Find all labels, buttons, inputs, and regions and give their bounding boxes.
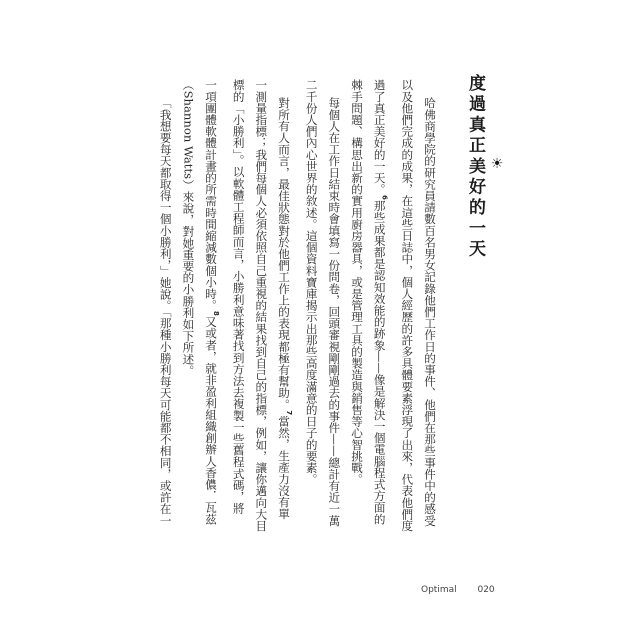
- paragraph-line: 棘手問題、構思出新的實用廚房器具，或是管理工具的製造與銷售等心智挑戰。: [350, 79, 365, 485]
- text: 那些成果都是認知效能的跡象——像是解決一個電腦程式方面的: [372, 199, 387, 525]
- paragraph-line: 一測量指標；我們每個人必須依照自己重視的結果找到自己的指標，例如，讓你邁向大目: [254, 79, 269, 532]
- text: 又或者，就非盈利組織創辦人香儂．瓦茲: [204, 315, 219, 525]
- paragraph-line: （Shannon Watts）來說，對她重要的小勝利如下所述。: [181, 79, 196, 377]
- text: 對所有人而言，最佳狀態對於他們工作上的表現都極有幫助。: [277, 96, 292, 411]
- text: 過了真正美好的一天。: [372, 79, 387, 195]
- paragraph-line: 「我想要每天都取得一個小勝利，」她說。「那種小勝利每天可能都不相同，或許在一: [158, 96, 173, 527]
- section-title: 度過真正美好的一天: [465, 74, 485, 261]
- paragraph-line: [272, 79, 300, 537]
- paragraph-line: 二千份人們內心世界的敘述。這個資料寶庫揭示出那些高度滿意的日子的要素。: [304, 79, 319, 485]
- text: 一項團體軟體計畫的所需時間縮減數個小時。: [204, 79, 219, 311]
- book-title: Optimal: [421, 585, 457, 595]
- footnote-ref: 8: [211, 311, 220, 316]
- body-text: [154, 79, 441, 537]
- footnote-ref: 6: [380, 195, 389, 200]
- text: 當然，生產力沒有單: [277, 415, 292, 520]
- section-heading: [464, 74, 508, 260]
- paragraph-line: 哈佛商學院的研究員請數百名男女記錄他們工作日的事件、他們在那些事件中的感受: [423, 96, 437, 527]
- paragraph-line: 以及他們完成的成果，在這些日誌中，個人經歷的許多具體要素浮現了出來，代表他們度: [400, 79, 415, 532]
- page-footer: [421, 585, 495, 595]
- sun-icon: ☀: [489, 156, 505, 173]
- paragraph-line: [368, 79, 396, 537]
- footnote-ref: 7: [284, 410, 293, 416]
- page-number: 020: [477, 585, 495, 595]
- paragraph-line: 標的「小勝利」。以軟體工程師而言，小勝利意味著找到方法去複製一些舊程式碼，將: [231, 79, 246, 514]
- paragraph-line: [199, 79, 227, 537]
- paragraph-line: 每個人在工作日結束時會填寫一份問卷，回頭審視剛剛過去的事件——總計有近一萬: [327, 96, 342, 527]
